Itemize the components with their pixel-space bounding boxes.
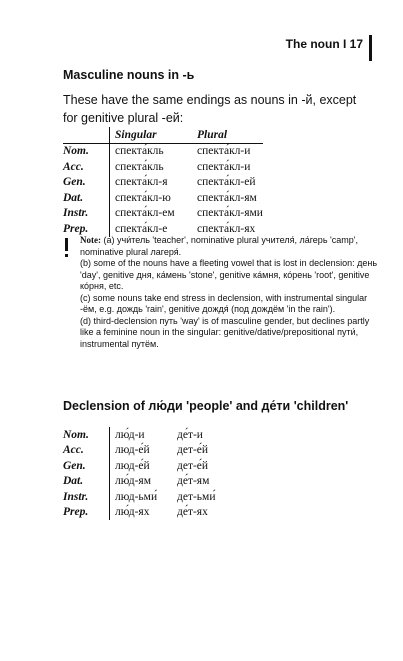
lyudi-form: лю́д-ям: [110, 474, 176, 490]
lyudi-form: люд-ьми́: [110, 489, 176, 505]
table-header-row: [63, 127, 263, 143]
case-label: Instr.: [63, 490, 89, 503]
singular-form: спекта́кль: [110, 143, 196, 159]
table-row: [63, 175, 263, 191]
singular-form: спекта́кль: [110, 159, 196, 175]
singular-form: спекта́кл-ем: [110, 206, 196, 222]
case-label: Prep.: [63, 222, 89, 235]
note-label: Note:: [80, 235, 101, 245]
note-item-b: (b) some of the nouns have a fleeting vowel that is lost in declension: день 'day', genitive дня, ка́мень 'stone', genitive ка́мня, ко́рень 'root', genitive ко́рня, etc.: [80, 258, 378, 291]
case-label: Dat.: [63, 191, 84, 204]
running-head-bar: [369, 35, 372, 61]
plural-form: спекта́кл-и: [197, 145, 251, 158]
table-row: [63, 489, 216, 505]
table-row: [63, 427, 216, 443]
deti-form: дет-е́й: [177, 444, 209, 457]
section-intro: These have the same endings as nouns in -й, except for genitive plural -ей:: [63, 93, 357, 125]
table-row: [63, 458, 216, 474]
column-header-singular: Singular: [110, 127, 196, 143]
case-label: Instr.: [63, 207, 89, 220]
plural-form: спекта́кл-и: [197, 160, 251, 173]
plural-form: спекта́кл-ям: [197, 191, 257, 204]
deti-form: дет-е́й: [177, 459, 209, 472]
case-label: Acc.: [63, 444, 84, 457]
lyudi-form: лю́д-и: [110, 427, 176, 443]
note-item-a: (a) учи́тель 'teacher', nominative plural учителя́, ла́герь 'camp', nominative plural лагеря́.: [80, 235, 358, 257]
declension-table-lyudi-deti: [63, 427, 216, 520]
table-row: [63, 505, 216, 521]
singular-form: спекта́кл-е: [110, 221, 196, 237]
table-row: [63, 143, 263, 159]
case-label: Nom.: [63, 428, 89, 441]
case-label: Gen.: [63, 176, 86, 189]
exclamation-icon: [65, 238, 69, 257]
deti-form: де́т-ях: [177, 506, 208, 519]
plural-form: спекта́кл-ях: [197, 222, 256, 235]
table-row: [63, 443, 216, 459]
deti-form: дет-ьми́: [177, 490, 216, 503]
plural-form: спекта́кл-ями: [197, 207, 263, 220]
case-label: Prep.: [63, 506, 89, 519]
table-row: [63, 190, 263, 206]
lyudi-form: люд-е́й: [110, 458, 176, 474]
lyudi-form: лю́д-ях: [110, 505, 176, 521]
case-label: Acc.: [63, 160, 84, 173]
table-row: [63, 159, 263, 175]
note-item-d: (d) third-declension путь 'way' is of masculine gender, but declines partly like a feminine noun in the singular: genitive/dative/prepositional пути́, instrumental путём.: [80, 315, 370, 349]
table-row: [63, 206, 263, 222]
singular-form: спекта́кл-ю: [110, 190, 196, 206]
plural-form: спекта́кл-ей: [197, 176, 256, 189]
note-item-c: (c) some nouns take end stress in declension, with instrumental singular -ём, e.g. дождь 'rain', genitive дождя́ (под дождём 'in the rain').: [80, 292, 368, 314]
case-label: Nom.: [63, 145, 89, 158]
running-head: [286, 35, 372, 61]
section-heading-masculine: Masculine nouns in -ь: [63, 68, 195, 82]
column-header-plural: Plural: [195, 127, 263, 143]
deti-form: де́т-и: [177, 428, 203, 441]
section-heading-lyudi-deti: Declension of лю́ди 'people' and де́ти 'children': [63, 399, 349, 413]
declension-table-spektakl: [63, 127, 263, 237]
singular-form: спекта́кл-я: [110, 175, 196, 191]
note-box: [80, 235, 380, 350]
table-row: [63, 474, 216, 490]
running-head-text: The noun I 17: [285, 37, 363, 51]
lyudi-form: люд-е́й: [110, 443, 176, 459]
case-label: Gen.: [63, 459, 86, 472]
deti-form: де́т-ям: [177, 475, 210, 488]
case-label: Dat.: [63, 475, 84, 488]
